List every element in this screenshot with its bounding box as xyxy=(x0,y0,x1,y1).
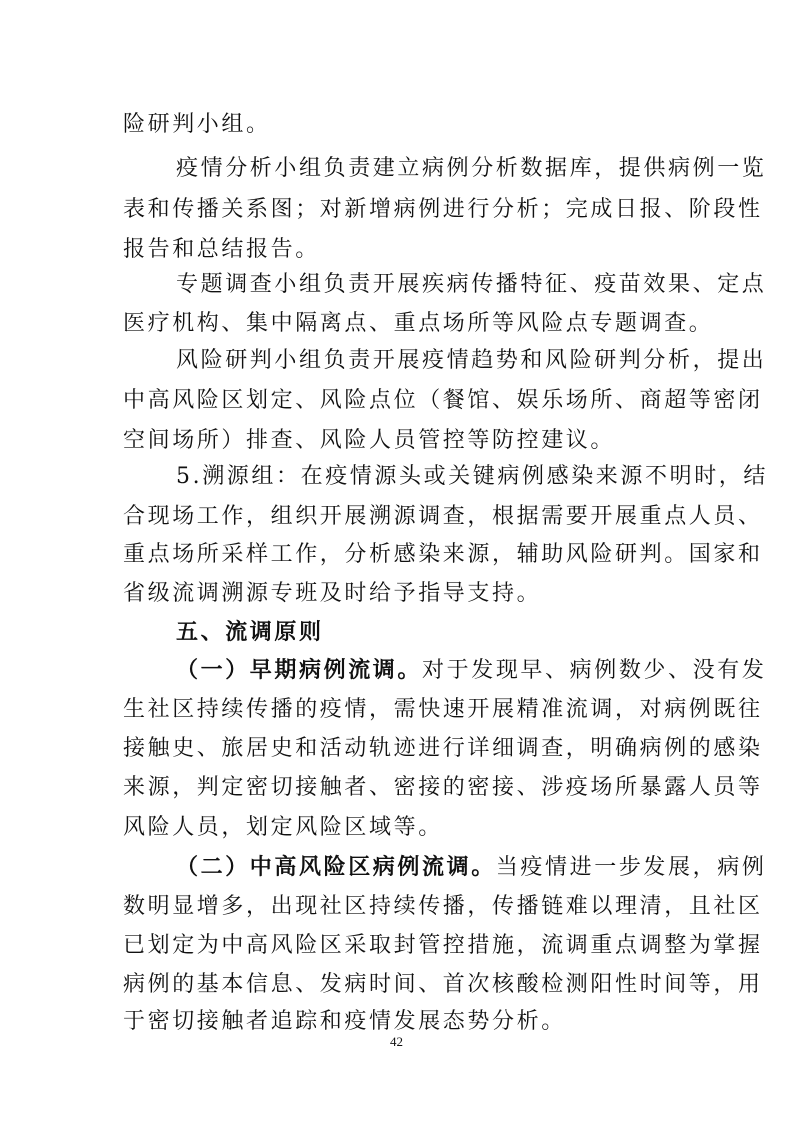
paragraph-line: 于密切接触者追踪和疫情发展态势分析。 xyxy=(123,1009,566,1034)
section-heading: 五、流调原则 xyxy=(176,620,324,645)
paragraph-line: 病例的基本信息、发病时间、首次核酸检测阳性时间等，用 xyxy=(123,972,763,997)
page-number: 42 xyxy=(390,1034,403,1049)
paragraph-line: 空间场所）排查、风险人员管控等防控建议。 xyxy=(123,428,616,453)
subsection-title: （一）早期病例流调。 xyxy=(176,657,423,683)
paragraph-line: 接触史、旅居史和活动轨迹进行详细调查，明确病例的感染 xyxy=(123,736,763,761)
paragraph-line: 数明显增多，出现社区持续传播，传播链难以理清，且社区 xyxy=(123,894,763,919)
paragraph-line: 中高风险区划定、风险点位（餐馆、娱乐场所、商超等密闭 xyxy=(123,388,763,413)
paragraph-line: 表和传播关系图；对新增病例进行分析；完成日报、阶段性 xyxy=(123,197,763,222)
paragraph-line: 合现场工作，组织开展溯源调查，根据需要开展重点人员、 xyxy=(123,504,763,529)
paragraph-line: 风险研判小组负责开展疫情趋势和风险研判分析，提出 xyxy=(176,348,767,373)
paragraph-text: 对于发现早、病例数少、没有发 xyxy=(422,658,767,683)
paragraph-line xyxy=(176,656,766,685)
paragraph-line: 生社区持续传播的疫情，需快速开展精准流调，对病例既往 xyxy=(123,697,763,722)
paragraph-line: 疫情分析小组负责建立病例分析数据库，提供病例一览 xyxy=(176,156,767,181)
paragraph-line: 专题调查小组负责开展疾病传播特征、疫苗效果、定点 xyxy=(176,272,767,297)
paragraph-line: 5.溯源组：在疫情源头或关键病例感染来源不明时，结 xyxy=(176,464,768,489)
paragraph-line: 重点场所采样工作，分析感染来源，辅助风险研判。国家和 xyxy=(123,542,763,567)
paragraph-line: 来源，判定密切接触者、密接的密接、涉疫场所暴露人员等 xyxy=(123,775,763,800)
paragraph-line: 省级流调溯源专班及时给予指导支持。 xyxy=(123,581,542,606)
subsection-title: （二）中高风险区病例流调。 xyxy=(176,854,496,880)
paragraph-text: 当疫情进一步发展，病例 xyxy=(495,855,767,880)
paragraph-line: 医疗机构、集中隔离点、重点场所等风险点专题调查。 xyxy=(123,311,714,336)
paragraph-line: 已划定为中高风险区采取封管控措施，流调重点调整为掌握 xyxy=(123,933,763,958)
paragraph-line: 险研判小组。 xyxy=(123,112,271,137)
paragraph-line: 风险人员，划定风险区域等。 xyxy=(123,815,443,840)
paragraph-line: 报告和总结报告。 xyxy=(123,237,320,262)
paragraph-line xyxy=(176,853,766,882)
